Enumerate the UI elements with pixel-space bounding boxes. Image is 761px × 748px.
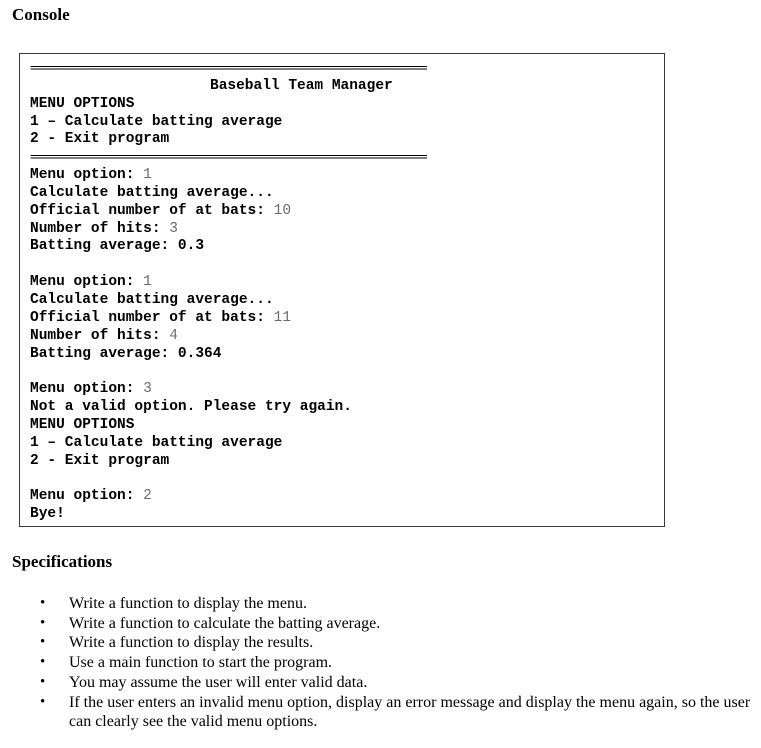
console-line-text: 1 – Calculate batting average: [30, 113, 283, 130]
specification-text: Write a function to display the menu.: [69, 595, 307, 612]
specifications-list: [0, 594, 761, 732]
specification-item: [0, 693, 761, 732]
console-line: [30, 488, 427, 506]
specification-text: If the user enters an invalid menu option, display an error message and display the menu again, so the user can clearly see the valid menu options.: [69, 693, 751, 731]
console-line-text: 2 - Exit program: [30, 452, 170, 469]
console-user-input: 2: [143, 488, 152, 505]
console-line: [30, 399, 427, 417]
console-line: [30, 274, 427, 292]
console-output: [19, 53, 665, 527]
console-user-input: 3: [169, 220, 178, 237]
console-line-text: MENU OPTIONS: [30, 416, 135, 433]
console-divider: ================================================================: [30, 152, 427, 164]
bullet-icon: •: [40, 693, 46, 710]
bullet-icon: •: [40, 614, 46, 631]
console-heading: Console: [12, 5, 70, 24]
console-line: [30, 328, 427, 346]
specification-text: Use a main function to start the program.: [69, 654, 333, 672]
console-user-input: 10: [273, 202, 292, 219]
console-lines: [30, 60, 427, 524]
console-line: [30, 453, 427, 471]
specification-item: [0, 633, 761, 653]
console-title: Baseball Team Manager: [210, 77, 393, 94]
console-line-text: 1 – Calculate batting average: [30, 434, 283, 451]
console-line: [30, 114, 427, 132]
console-line-text: Calculate batting average...: [30, 184, 274, 201]
console-line-text: Batting average: 0.364: [30, 345, 222, 362]
console-line-text: Number of hits:: [30, 220, 170, 237]
console-line: [30, 346, 427, 364]
console-line-text: MENU OPTIONS: [30, 95, 135, 112]
console-line-text: Menu option:: [30, 274, 144, 291]
specification-text: You may assume the user will enter valid data.: [69, 673, 368, 691]
console-line: [30, 417, 427, 435]
console-line-text: Menu option:: [30, 381, 144, 398]
console-line: [30, 435, 427, 453]
console-line-text: Official number of at bats:: [30, 309, 274, 326]
console-line: [30, 96, 427, 114]
console-line: [30, 310, 427, 328]
console-line: [30, 185, 427, 203]
specification-item: [0, 594, 761, 614]
console-line-text: Menu option:: [30, 167, 144, 184]
console-line-text: Batting average: 0.3: [30, 238, 205, 255]
console-line-text: Bye!: [30, 506, 65, 523]
console-line: [30, 203, 427, 221]
console-line-text: 2 - Exit program: [30, 131, 170, 148]
console-line: [30, 292, 427, 310]
bullet-icon: •: [40, 634, 46, 651]
console-line: [30, 131, 427, 149]
console-user-input: 4: [169, 327, 178, 344]
console-line-text: Menu option:: [30, 488, 144, 505]
console-line: [30, 381, 427, 399]
console-user-input: 11: [273, 309, 292, 326]
console-line-text: Not a valid option. Please try again.: [30, 399, 352, 416]
console-line-text: Calculate batting average...: [30, 291, 274, 308]
console-line: [30, 506, 427, 524]
console-line-text: Official number of at bats:: [30, 202, 274, 219]
specification-text: Write a function to display the results.: [69, 634, 314, 652]
specification-item: [0, 614, 761, 634]
console-divider: ================================================================: [30, 63, 427, 74]
specification-text: Write a function to calculate the batting average.: [69, 614, 381, 632]
console-user-input: 1: [143, 274, 152, 291]
specification-item: [0, 653, 761, 673]
bullet-icon: •: [40, 673, 46, 690]
console-line-text: Number of hits:: [30, 327, 170, 344]
console-line: [30, 167, 427, 185]
specification-item: [0, 673, 761, 693]
console-line: [30, 221, 427, 239]
specifications-heading: Specifications: [12, 552, 113, 571]
console-line: [30, 256, 427, 274]
console-user-input: 3: [143, 381, 152, 398]
console-line: [30, 363, 427, 381]
console-line: [30, 238, 427, 256]
bullet-icon: •: [40, 595, 46, 611]
bullet-icon: •: [40, 654, 46, 671]
console-user-input: 1: [143, 167, 152, 184]
console-line: [30, 470, 427, 488]
